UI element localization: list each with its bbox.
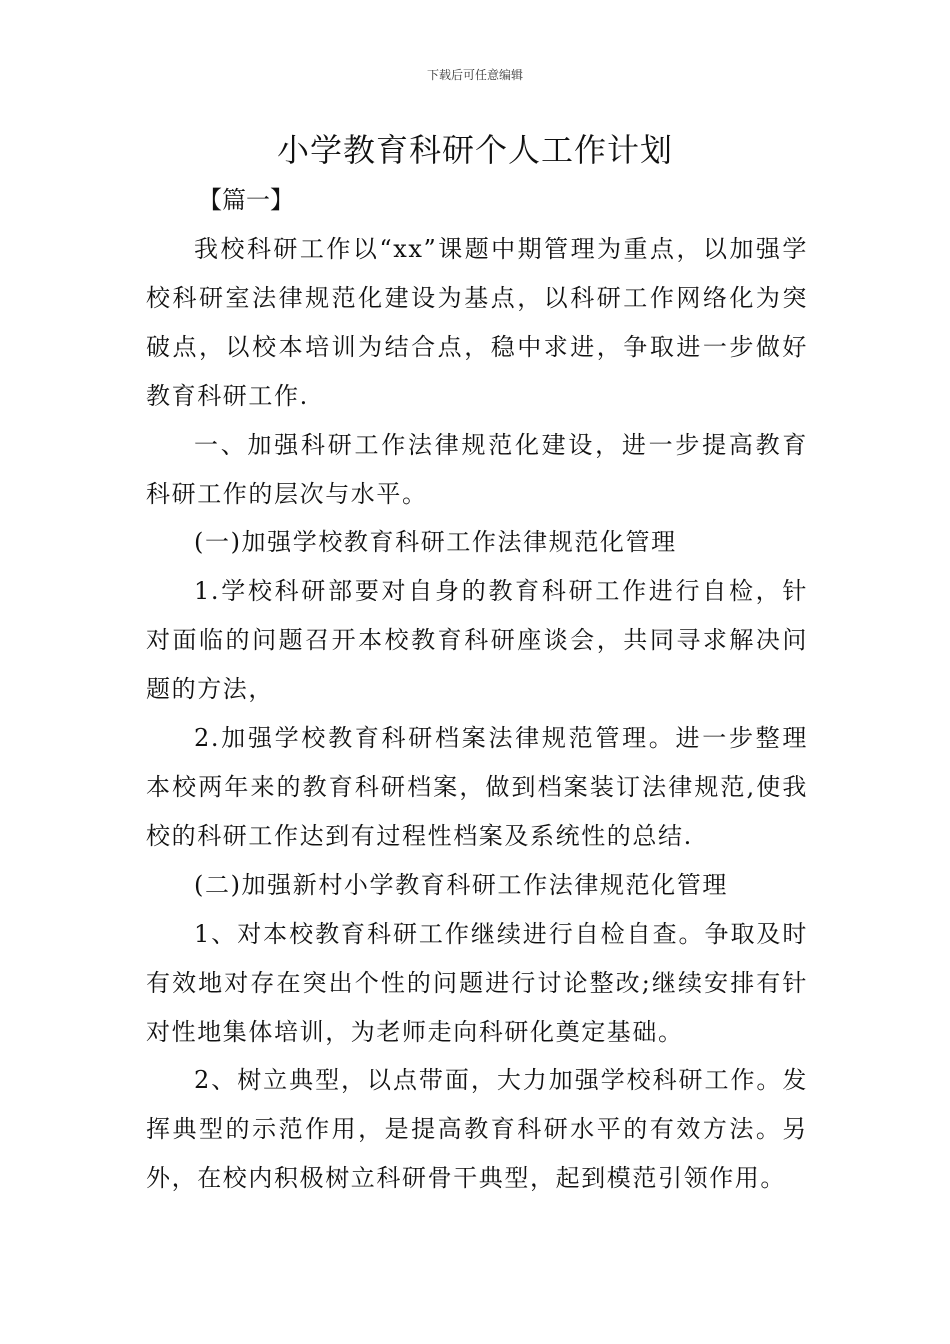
paragraph: 一、加强科研工作法律规范化建设，进一步提高教育科研工作的层次与水平。 xyxy=(146,430,808,508)
body-text xyxy=(146,225,808,1203)
paragraph: 1.学校科研部要对自身的教育科研工作进行自检，针对面临的问题召开本校教育科研座谈会，共同寻求解决问题的方法， xyxy=(146,577,808,704)
paragraph: 2.加强学校教育科研档案法律规范管理。进一步整理本校两年来的教育科研档案，做到档案装订法律规范,使我校的科研工作达到有过程性档案及系统性的总结. xyxy=(146,724,808,850)
paragraph: (二)加强新村小学教育科研工作法律规范化管理 xyxy=(194,870,728,899)
paragraph: 2、树立典型，以点带面，大力加强学校科研工作。发挥典型的示范作用，是提高教育科研水平的有效方法。另外，在校内积极树立科研骨干典型，起到模范引领作用。 xyxy=(146,1066,808,1193)
paragraph: (一)加强学校教育科研工作法律规范化管理 xyxy=(194,528,677,557)
paragraph: 我校科研工作以“xx”课题中期管理为重点，以加强学校科研室法律规范化建设为基点，以科研工作网络化为突破点，以校本培训为结合点，稳中求进，争取进一步做好教育科研工作. xyxy=(146,235,808,410)
paragraph: 1、对本校教育科研工作继续进行自检自查。争取及时有效地对存在突出个性的问题进行讨论整改;继续安排有针对性地集体培训，为老师走向科研化奠定基础。 xyxy=(146,919,808,1046)
page-title: 小学教育科研个人工作计划 xyxy=(276,131,673,169)
section-label: 【篇一】 xyxy=(198,186,294,214)
header-note: 下载后可任意编辑 xyxy=(426,68,523,82)
